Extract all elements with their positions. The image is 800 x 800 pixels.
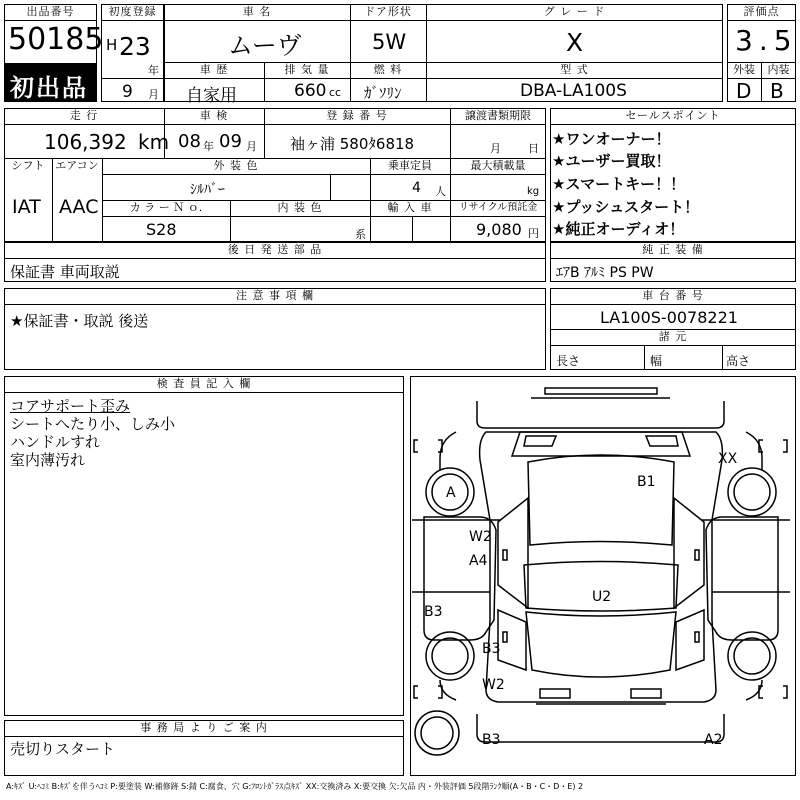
fuel-label: 燃 料 [373, 63, 403, 76]
exterior-grade: D [736, 79, 752, 103]
notes: ★保証書・取説 後送 [10, 312, 149, 330]
inspection-year: 08 [178, 131, 201, 152]
shift-label: シフト [11, 159, 45, 172]
exterior-color: ｼﾙﾊﾞｰ [190, 182, 225, 198]
displacement: 660 [294, 81, 327, 101]
inspector-note: 室内薄汚れ [10, 451, 86, 469]
inspector-note: シートへたり小、しみ小 [10, 415, 176, 433]
height-label: 高さ [726, 354, 751, 368]
interior-grade-label: 内装 [767, 63, 790, 76]
damage-mark-b3-bottom: B3 [482, 732, 501, 748]
displacement-unit: cc [329, 86, 342, 99]
import-label: 輸 入 車 [387, 201, 433, 214]
sales-points-label: セールスポイント [625, 109, 721, 122]
lot-number-label: 出品番号 [26, 5, 75, 18]
damage-mark-w2-upper: W2 [469, 529, 492, 545]
fuel: ｶﾞｿﾘﾝ [364, 84, 402, 102]
max-load-label: 最大積載量 [470, 159, 526, 172]
score-label: 評価点 [743, 5, 780, 18]
damage-mark-xx: XX [718, 451, 738, 467]
inspection-month: 09 [219, 131, 242, 152]
exterior-color-label: 外 装 色 [213, 159, 259, 172]
capacity: 4 [412, 180, 421, 196]
mileage-label: 走 行 [69, 109, 99, 122]
plate-label: 登 録 番 号 [326, 109, 388, 122]
sales-point-item: ★プッシュスタート！ [552, 198, 700, 216]
displacement-label: 排 気 量 [284, 63, 330, 76]
color-no-label: カ ラ ー Ｎ ｏ. [129, 201, 203, 214]
sales-point-item: ★ワンオーナー！ [552, 130, 671, 148]
ac: AAC [59, 196, 99, 218]
inspector-note: ハンドルすれ [10, 433, 101, 451]
equipment-label: 純 正 装 備 [642, 243, 704, 256]
vehicle-history-label: 車 歴 [199, 63, 229, 76]
sales-point-item: ★ユーザー買取！ [552, 152, 671, 170]
plate-number: 袖ヶ浦 580ﾀ6818 [290, 135, 415, 153]
inspection-month-unit: 月 [246, 140, 257, 153]
registration-month: 9 [122, 82, 133, 102]
width-label: 幅 [650, 354, 663, 368]
damage-mark-a: A [446, 485, 456, 501]
year-unit: 年 [148, 64, 159, 77]
inspection-year-unit: 年 [203, 140, 214, 153]
damage-mark-a2: A2 [704, 732, 723, 748]
length-label: 長さ [556, 354, 581, 368]
registration-year: 23 [119, 32, 151, 61]
capacity-label: 乗車定員 [388, 159, 432, 172]
damage-mark-u2: U2 [592, 589, 612, 605]
recycle-amount: 9,080 [476, 220, 522, 239]
transfer-day-unit: 日 [528, 142, 539, 155]
grade: X [566, 28, 584, 57]
car-name-label: 車 名 [242, 5, 272, 18]
transfer-deadline-label: 譲渡書類期限 [465, 109, 531, 122]
month-unit: 月 [148, 88, 159, 101]
damage-legend: A:ｷｽﾞ U:ﾍｺﾐ B:ｷｽﾞを伴うﾍｺﾐ P:要塗装 W:補修跡 S:錆 C:腐食、穴 G:ﾌﾛﾝﾄｶﾞﾗｽ点ｷｽﾞ XX:交換済み X:要交換 欠:欠品 内・外装評価 5段階ﾗﾝｸ順(A・B・C・D・E) 2 [6, 782, 584, 791]
transfer-month-unit: 月 [490, 142, 501, 155]
model-code: DBA-LA100S [520, 81, 627, 101]
notes-label: 注 意 事 項 欄 [236, 289, 314, 302]
dimensions-label: 諸 元 [658, 330, 688, 343]
chassis-number: LA100S-0078221 [600, 308, 738, 327]
inspector-note: コアサポート歪み [10, 397, 131, 415]
max-load-unit: kg [527, 186, 540, 197]
registration-era: H [106, 36, 118, 54]
equipment: ｴｱB ｱﾙﾐ PS PW [556, 265, 654, 281]
damage-mark-b3-mid: B3 [482, 641, 501, 657]
interior-color-unit: 系 [355, 228, 366, 241]
car-name: ムーヴ [228, 31, 302, 60]
first-registration-label: 初度登録 [108, 5, 157, 18]
ac-label: エアコン [55, 159, 99, 172]
damage-mark-a4: A4 [469, 553, 488, 569]
inspector-label: 検 査 員 記 入 欄 [156, 377, 252, 390]
grade-label: グ レ ー ド [543, 5, 606, 18]
first-listing-label: 初出品 [10, 74, 88, 102]
office-note: 売切りスタート [10, 740, 116, 758]
interior-grade: B [770, 79, 784, 103]
mileage-unit: km [138, 130, 170, 154]
color-no: S28 [146, 220, 177, 239]
capacity-unit: 人 [435, 185, 446, 198]
chassis-label: 車 台 番 号 [642, 289, 704, 302]
recycle-label: リサイクル預託金 [458, 202, 538, 213]
door-type: 5W [372, 30, 407, 54]
sales-point-item: ★スマートキー！！ [552, 175, 686, 193]
recycle-unit: 円 [528, 227, 539, 240]
lot-number: 50185 [8, 22, 104, 57]
later-parts-label: 後 日 発 送 部 品 [227, 243, 323, 256]
sales-point-item: ★純正オーディオ！ [552, 220, 685, 238]
vehicle-history: 自家用 [186, 86, 237, 106]
score: 3.5 [735, 24, 798, 57]
inspection-label: 車 検 [199, 109, 229, 122]
model-code-label: 型 式 [560, 63, 589, 76]
mileage: 106,392 [44, 130, 127, 154]
office-label: 事 務 局 よ り ご 案 内 [140, 721, 268, 734]
damage-mark-b1: B1 [637, 474, 656, 490]
interior-color-label: 内 装 色 [277, 201, 323, 214]
shift: IAT [12, 196, 41, 218]
later-parts: 保証書 車両取説 [10, 263, 120, 281]
door-type-label: ドア形状 [364, 5, 412, 18]
damage-mark-b3-left: B3 [424, 604, 443, 620]
exterior-grade-label: 外装 [733, 63, 755, 76]
damage-mark-w2-lower: W2 [482, 677, 505, 693]
